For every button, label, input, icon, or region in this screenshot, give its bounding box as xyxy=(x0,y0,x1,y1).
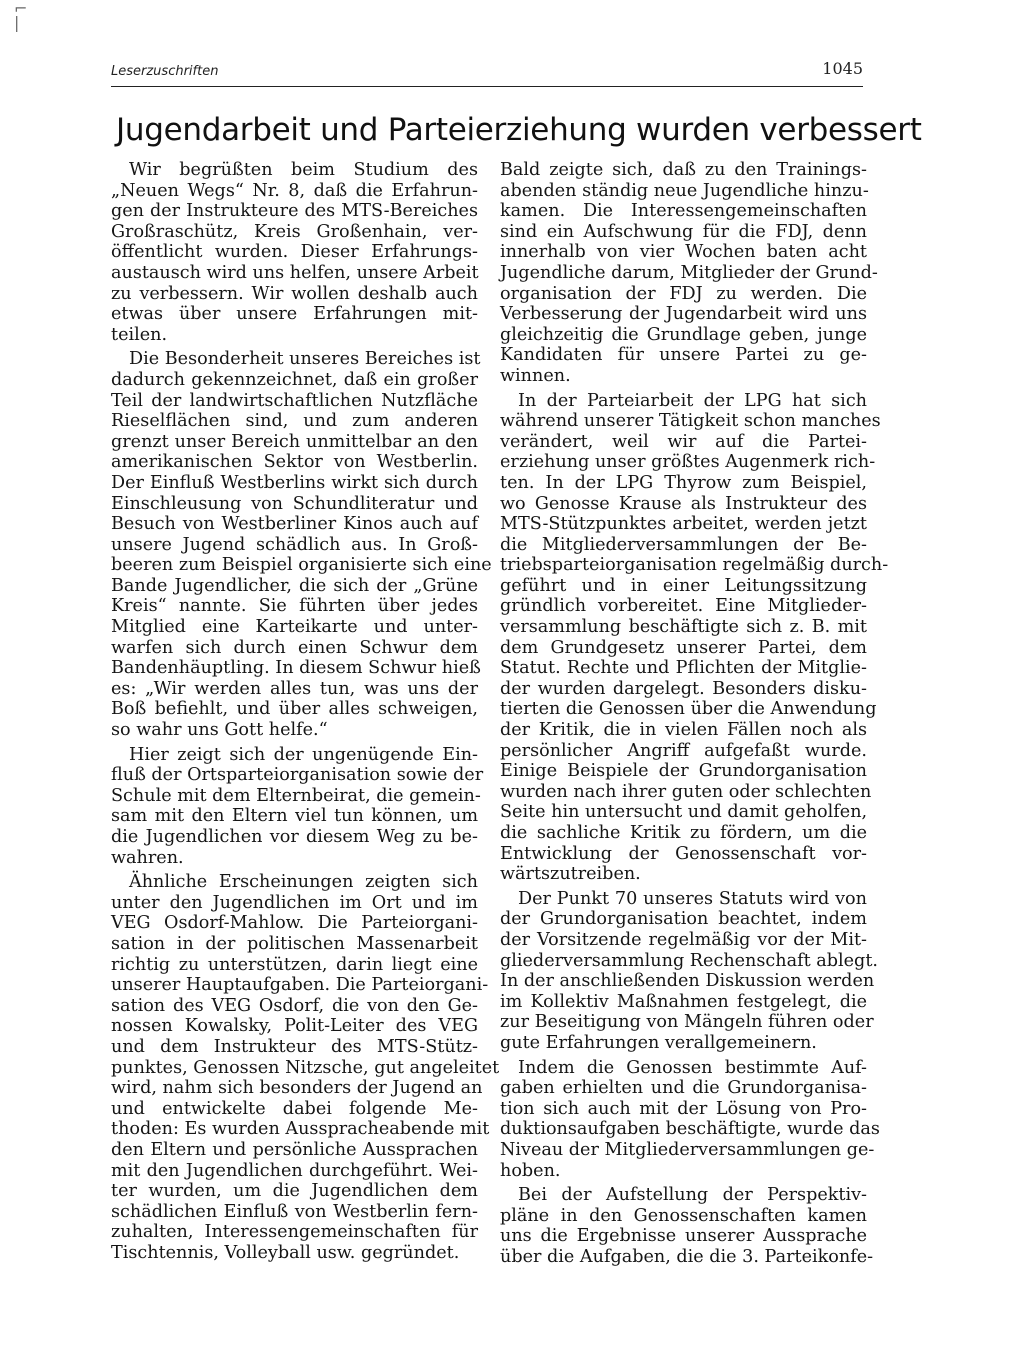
text-line: amerikanischen Sektor von Westberlin. xyxy=(111,452,478,473)
text-line: Teil der landwirtschaftlichen Nutzfläche xyxy=(111,390,478,411)
text-line: Bandenhäuptling. In diesem Schwur hieß xyxy=(111,658,481,679)
text-line: punktes, Genossen Nitzsche, gut angeleitet xyxy=(111,1057,500,1078)
text-line: Boß befiehlt, und über alles schweigen, xyxy=(111,699,478,720)
text-line: sation des VEG Osdorf, die von den Ge- xyxy=(111,995,478,1016)
article-paragraph xyxy=(500,1057,880,1182)
text-line: Einige Beispiele der Grundorganisation xyxy=(500,761,867,782)
text-line: schädlichen Einfluß von Westberlin fern- xyxy=(111,1201,478,1222)
article-paragraph xyxy=(111,160,478,345)
text-line: „Neuen Wegs“ Nr. 8, daß die Erfahrun- xyxy=(111,180,478,201)
text-line: triebsparteiorganisation regelmäßig durch- xyxy=(500,555,889,576)
text-line: abenden ständig neue Jugendliche hinzu- xyxy=(500,180,869,201)
article-paragraph xyxy=(500,1185,874,1267)
text-line: Bande Jugendlicher, die sich der „Grüne xyxy=(111,575,478,596)
text-line: öffentlicht wurden. Dieser Erfahrungs- xyxy=(111,242,478,263)
text-line: etwas über unsere Erfahrungen mit- xyxy=(111,304,478,325)
text-line: der Kritik, die in vielen Fällen noch als xyxy=(500,720,867,741)
text-line: VEG Osdorf-Mahlow. Die Parteiorgani- xyxy=(111,913,478,934)
text-line: sation in der politischen Massenarbeit xyxy=(111,933,478,954)
text-line: Schule mit dem Elternbeirat, die gemein- xyxy=(111,785,481,806)
text-line: unsere Jugend schädlich aus. In Groß- xyxy=(111,534,478,555)
text-line: MTS-Stützpunktes arbeitet, werden jetzt xyxy=(500,514,867,535)
text-line: warfen sich durch einen Schwur dem xyxy=(111,637,478,658)
text-line: so wahr uns Gott helfe.“ xyxy=(111,720,328,741)
text-line: tion sich auch mit der Lösung von Pro- xyxy=(500,1098,867,1119)
text-line: wärtszutreiben. xyxy=(500,864,641,885)
text-line: Der Punkt 70 unseres Statuts wird von xyxy=(518,888,867,909)
text-line: thoden: Es wurden Aussprachеabende mit xyxy=(111,1119,490,1140)
text-line: zur Beseitigung von Mängeln führen oder xyxy=(500,1012,874,1033)
text-line: zuhalten, Interessengemeinschaften für xyxy=(111,1222,478,1243)
text-line: gleichzeitig die Grundlage geben, junge xyxy=(500,324,867,345)
text-line: wahren. xyxy=(111,847,184,868)
text-line: wurden nach ihrer guten oder schlechten xyxy=(500,781,872,802)
text-line: Kandidaten für unsere Partei zu ge- xyxy=(500,345,867,366)
text-line: organisation der FDJ zu werden. Die xyxy=(500,283,867,304)
text-line: fluß der Ortsparteiorganisation sowie der xyxy=(111,765,484,786)
scan-margin-mark: ⌐ | xyxy=(14,0,28,32)
text-line: Bald zeigte sich, daß zu den Trainings- xyxy=(500,160,867,180)
text-line: hoben. xyxy=(500,1160,561,1181)
text-line: austausch wird uns helfen, unsere Arbeit xyxy=(111,262,479,283)
text-line: Entwicklung der Genossenschaft vor- xyxy=(500,843,867,864)
text-line: erziehung unser größtes Augenmerk rich- xyxy=(500,452,876,473)
text-line: Jugendliche darum, Mitglieder der Grund- xyxy=(500,262,878,283)
text-line: mit den Jugendlichen durchgeführt. Wei- xyxy=(111,1160,478,1181)
running-header xyxy=(111,60,863,87)
text-line: tierten die Genossen über die Anwendung xyxy=(500,699,877,720)
text-line: uns die Ergebnisse unserer Aussprache xyxy=(500,1226,867,1247)
text-line: Tischtennis, Volleyball usw. gegründet. xyxy=(111,1242,460,1263)
section-label: Leserzuschriften xyxy=(111,64,219,79)
text-line: persönlicher Angriff aufgefaßt wurde. xyxy=(500,740,867,761)
text-line: und entwickelte dabei folgende Me- xyxy=(111,1098,478,1119)
text-line: gründlich vorbereitet. Eine Mitglieder- xyxy=(500,596,867,617)
text-line: Ähnliche Erscheinungen zeigten sich xyxy=(129,872,478,893)
text-line: während unserer Tätigkeit schon manches xyxy=(500,411,881,432)
text-line: kamen. Die Interessengemeinschaften xyxy=(500,201,867,222)
text-line: über die Aufgaben, die die 3. Parteikonfe- xyxy=(500,1246,874,1267)
article-paragraph xyxy=(500,390,889,885)
text-line: der Vorsitzende regelmäßig vor der Mit- xyxy=(500,929,867,950)
text-line: duktionsaufgaben beschäftigte, wurde das xyxy=(500,1119,880,1140)
text-line: der Grundorganisation beachtet, indem xyxy=(500,909,867,930)
text-line: es: „Wir werden alles tun, was uns der xyxy=(111,678,478,699)
text-line: Seite hin untersucht und damit geholfen, xyxy=(500,802,868,823)
text-line: grenzt unser Bereich unmittelbar an den xyxy=(111,431,478,452)
text-line: Die Besonderheit unseres Bereiches ist xyxy=(129,349,481,370)
text-line: Hier zeigt sich der ungenügende Ein- xyxy=(129,744,478,765)
article-paragraph xyxy=(111,744,484,869)
text-line: ter wurden, um die Jugendlichen dem xyxy=(111,1181,478,1202)
text-line: Besuch von Westberliner Kinos auch auf xyxy=(111,514,478,535)
text-line: verändert, weil wir auf die Partei- xyxy=(500,431,867,452)
text-line: Rieselflächen sind, und zum anderen xyxy=(111,411,478,432)
article-column-right xyxy=(500,160,889,1271)
text-line: richtig zu unterstützen, darin liegt eine xyxy=(111,954,478,975)
text-line: teilen. xyxy=(111,324,168,345)
text-line: gliederversammlung Rechenschaft ablegt. xyxy=(500,950,878,971)
text-line: Großraschütz, Kreis Großenhain, ver- xyxy=(111,221,478,242)
text-line: sam mit den Eltern viel tun können, um xyxy=(111,806,478,827)
text-line: gaben erhielten und die Grundorganisa- xyxy=(500,1078,867,1099)
text-line: Der Einfluß Westberlins wirkt sich durch xyxy=(111,472,478,493)
text-line: zu verbessern. Wir wollen deshalb auch xyxy=(111,283,478,304)
article-paragraph xyxy=(111,349,492,741)
text-line: im Kollektiv Maßnahmen festgelegt, die xyxy=(500,991,867,1012)
text-line: innerhalb von vier Wochen baten acht xyxy=(500,242,867,263)
text-line: Kreis“ nannte. Sie führten über jedes xyxy=(111,596,478,617)
text-line: Indem die Genossen bestimmte Auf- xyxy=(518,1057,867,1078)
text-line: Wir begrüßten beim Studium des xyxy=(129,160,478,180)
text-line: geführt und in einer Leitungssitzung xyxy=(500,575,867,596)
text-line: gute Erfahrungen verallgemeinern. xyxy=(500,1032,817,1053)
text-line: nossen Kowalsky, Polit-Leiter des VEG xyxy=(111,1016,478,1037)
text-line: ten. In der LPG Thyrow zum Beispiel, xyxy=(500,472,867,493)
page-number: 1045 xyxy=(822,59,863,78)
text-line: sind ein Aufschwung für die FDJ, denn xyxy=(500,221,867,242)
text-line: unter den Jugendlichen im Ort und im xyxy=(111,892,478,913)
text-line: beeren zum Beispiel organisierte sich eine xyxy=(111,555,492,576)
text-line: wird, nahm sich besonders der Jugend an xyxy=(111,1078,483,1099)
text-line: die sachliche Kritik zu fördern, um die xyxy=(500,823,867,843)
text-line: Niveau der Mitgliederversammlungen ge- xyxy=(500,1139,875,1160)
text-line: wo Genosse Krause als Instrukteur des xyxy=(500,493,867,514)
text-line: dadurch gekennzeichnet, daß ein großer xyxy=(111,369,478,390)
text-line: gen der Instrukteure des MTS-Bereiches xyxy=(111,201,478,222)
text-line: Mitglied eine Karteikarte und unter- xyxy=(111,617,478,638)
text-line: der wurden dargelegt. Besonders disku- xyxy=(500,678,867,699)
text-line: In der Parteiarbeit der LPG hat sich xyxy=(518,390,867,411)
text-line: Einschleusung von Schundliteratur und xyxy=(111,493,478,514)
article-paragraph xyxy=(111,872,500,1263)
text-line: Statut. Rechte und Pflichten der Mitglie- xyxy=(500,658,867,679)
text-line: unserer Hauptaufgaben. Die Parteiorgani- xyxy=(111,975,489,996)
text-line: den Eltern und persönliche Aussprachen xyxy=(111,1139,478,1160)
text-line: winnen. xyxy=(500,365,571,386)
text-line: die Mitgliederversammlungen der Be- xyxy=(500,534,867,555)
text-line: versammlung beschäftigte sich z. B. mit xyxy=(500,617,867,638)
text-line: die Jugendlichen vor diesem Weg zu be- xyxy=(111,827,478,847)
text-line: dem Grundgesetz unserer Partei, dem xyxy=(500,637,867,658)
article-title: Jugendarbeit und Parteierziehung wurden verbessert xyxy=(116,112,922,148)
article-paragraph xyxy=(500,888,878,1054)
text-line: Verbesserung der Jugendarbeit wird uns xyxy=(500,304,867,325)
text-line: pläne in den Genossenschaften kamen xyxy=(500,1205,867,1226)
article-paragraph xyxy=(500,160,878,387)
article-column-left xyxy=(111,160,500,1267)
text-line: Bei der Aufstellung der Perspektiv- xyxy=(518,1185,867,1206)
text-line: und dem Instrukteur des MTS-Stütz- xyxy=(111,1036,478,1057)
text-line: In der anschließenden Diskussion werden xyxy=(500,971,875,992)
